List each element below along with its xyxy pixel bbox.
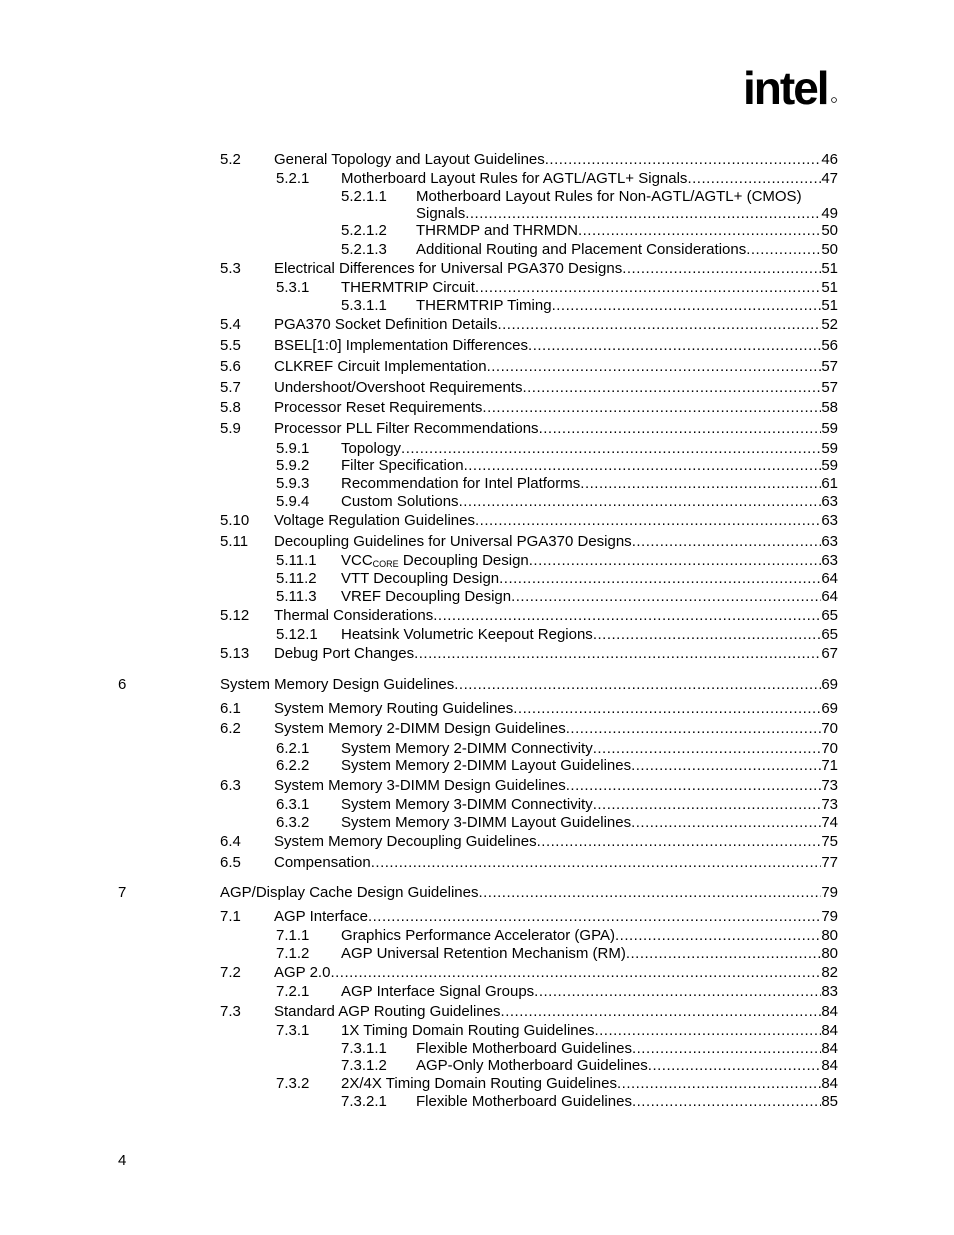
toc-entry-number: 7.3.2.1 [341,1093,387,1110]
toc-entry-title: BSEL[1:0] Implementation Differences [274,337,529,354]
toc-leader-dots [566,720,822,738]
toc-entry-page: 63 [821,493,838,510]
toc-entry-number: 5.9.1 [276,440,310,457]
toc-entry-title: Recommendation for Intel Platforms [341,475,581,492]
toc-entry-page: 47 [821,170,838,187]
toc-leader-dots [401,440,821,458]
toc-leader-dots [529,552,822,570]
toc-entry-page: 49 [821,205,838,222]
toc-entry-title: AGP-Only Motherboard Guidelines [416,1057,648,1074]
toc-leader-dots [414,645,821,663]
toc-entry-number: 5.9.4 [276,493,310,510]
toc-entry-page: 85 [821,1093,838,1110]
toc-entry-page: 61 [821,475,838,492]
toc-entry-page: 69 [821,700,838,717]
toc-entry-page: 77 [821,854,838,871]
toc-entry-title: Electrical Differences for Universal PGA370 Designs [274,260,623,277]
toc-leader-dots [482,399,821,417]
toc-entry[interactable] [0,607,954,625]
toc-entry-title: CLKREF Circuit Implementation [274,358,487,375]
toc-leader-dots [594,1022,821,1040]
toc-leader-dots [552,297,822,315]
toc-entry-page: 51 [821,279,838,296]
toc-entry[interactable] [0,222,954,240]
toc-leader-dots [465,205,821,223]
toc-entry-number: 5.2.1 [276,170,310,187]
toc-entry-title: Processor Reset Requirements [274,399,483,416]
toc-entry-page: 84 [821,1022,838,1039]
intel-logo [742,60,842,116]
toc-entry-number: 6.3 [220,777,241,794]
toc-entry-title: System Memory 3-DIMM Connectivity [341,796,593,813]
toc-entry[interactable] [0,420,954,438]
toc-entry-title: Decoupling Guidelines for Universal PGA370 Designs [274,533,632,550]
toc-entry-page: 64 [821,588,838,605]
toc-leader-dots [534,983,821,1001]
toc-entry-title: System Memory 2-DIMM Layout Guidelines [341,757,632,774]
toc-entry-number: 6.5 [220,854,241,871]
toc-entry[interactable] [0,700,954,718]
toc-leader-dots [593,796,822,814]
toc-leader-dots [478,884,821,902]
toc-entry-title: System Memory Decoupling Guidelines [274,833,537,850]
toc-entry-title: Flexible Motherboard Guidelines [416,1093,632,1110]
toc-entry-number: 7.3.1.2 [341,1057,387,1074]
toc-entry[interactable] [0,570,954,588]
toc-entry[interactable] [0,1075,954,1093]
toc-entry-number: 7.1.2 [276,945,310,962]
toc-leader-dots [433,607,821,625]
toc-entry[interactable] [0,241,954,259]
toc-entry[interactable] [0,512,954,530]
toc-entry-number: 5.12 [220,607,250,624]
toc-leader-dots [501,1003,822,1021]
toc-entry-page: 84 [821,1040,838,1057]
toc-entry-page: 59 [821,457,838,474]
toc-leader-dots [545,151,822,169]
toc-entry-title: AGP Universal Retention Mechanism (RM) [341,945,626,962]
toc-leader-dots [632,1093,821,1111]
toc-entry-number: 5.11 [220,533,249,550]
toc-entry-page: 57 [821,379,838,396]
toc-leader-dots [368,908,821,926]
toc-entry[interactable] [0,588,954,606]
toc-entry-page: 83 [821,983,838,1000]
toc-entry[interactable] [0,626,954,644]
toc-leader-dots [617,1075,821,1093]
toc-entry-title: VTT Decoupling Design [341,570,500,587]
toc-entry-number: 7.2 [220,964,241,981]
toc-entry-title: AGP/Display Cache Design Guidelines [220,884,479,901]
toc-entry-title: System Memory Routing Guidelines [274,700,514,717]
toc-entry[interactable] [0,777,954,795]
toc-entry[interactable] [0,279,954,297]
toc-leader-dots [522,379,821,397]
toc-entry-number: 7 [118,884,127,901]
toc-entry[interactable] [0,188,954,222]
toc-entry[interactable] [0,316,954,334]
toc-leader-dots [371,854,822,872]
toc-entry-title: Custom Solutions [341,493,459,510]
toc-entry-title: Compensation [274,854,371,871]
toc-entry-number: 5.12.1 [276,626,318,643]
toc-entry-number: 5.9 [220,420,241,437]
toc-entry-number: 6.2 [220,720,241,737]
toc-entry[interactable] [0,379,954,397]
toc-entry[interactable] [0,945,954,963]
toc-entry-title: System Memory 3-DIMM Design Guidelines [274,777,566,794]
toc-entry-number: 7.1.1 [276,927,310,944]
toc-entry-number: 5.13 [220,645,250,662]
toc-entry-number: 6.2.2 [276,757,310,774]
toc-entry[interactable] [0,358,954,376]
toc-entry[interactable] [0,676,954,694]
toc-entry-page: 80 [821,927,838,944]
toc-leader-dots [513,700,821,718]
toc-entry[interactable] [0,796,954,814]
toc-entry[interactable] [0,1057,954,1075]
toc-entry-title: Graphics Performance Accelerator (GPA) [341,927,615,944]
toc-entry-page: 65 [821,626,838,643]
toc-leader-dots [511,588,821,606]
toc-entry-page: 74 [821,814,838,831]
toc-entry-page: 52 [821,316,838,333]
toc-entry-number: 7.3.2 [276,1075,310,1092]
toc-entry-title: THERMTRIP Timing [416,297,552,314]
toc-entry[interactable] [0,440,954,458]
toc-entry-number: 5.2 [220,151,241,168]
toc-leader-dots [499,570,821,588]
toc-entry-page: 67 [821,645,838,662]
toc-entry-number: 5.5 [220,337,241,354]
intel-logo-text: intel [743,62,828,114]
toc-entry-title-part: Decoupling Design [398,552,529,569]
toc-leader-dots [454,676,821,694]
toc-entry-number: 5.11.3 [276,588,317,605]
toc-entry[interactable] [0,1022,954,1040]
toc-leader-dots [539,420,822,438]
toc-entry-title: Undershoot/Overshoot Requirements [274,379,523,396]
toc-entry-page: 65 [821,607,838,624]
toc-leader-dots [580,475,821,493]
toc-entry[interactable] [0,475,954,493]
toc-entry[interactable] [0,1040,954,1058]
toc-entry-number: 5.3.1.1 [341,297,387,314]
toc-leader-dots [566,777,822,795]
toc-entry-number: 7.3.1.1 [341,1040,387,1057]
toc-entry-page: 59 [821,420,838,437]
toc-entry-title: Processor PLL Filter Recommendations [274,420,539,437]
toc-leader-dots [459,493,822,511]
toc-entry-page: 46 [821,151,838,168]
toc-leader-dots [537,833,822,851]
toc-entry-title: 1X Timing Domain Routing Guidelines [341,1022,595,1039]
toc-entry-title-subscript: CORE [372,559,399,569]
toc-leader-dots [626,945,821,963]
toc-entry-title: PGA370 Socket Definition Details [274,316,498,333]
toc-entry[interactable] [0,884,954,902]
toc-entry-page: 84 [821,1075,838,1092]
toc-entry-number: 7.1 [220,908,241,925]
toc-entry-number: 6.2.1 [276,740,310,757]
toc-entry[interactable] [0,964,954,982]
toc-leader-dots [497,316,821,334]
toc-entry-page: 63 [821,512,838,529]
toc-entry-page: 59 [821,440,838,457]
toc-entry-title: Debug Port Changes [274,645,415,662]
toc-entry-page: 69 [821,676,838,693]
toc-entry[interactable] [0,1003,954,1021]
toc-entry-number: 5.11.2 [276,570,317,587]
toc-entry-title: 2X/4X Timing Domain Routing Guidelines [341,1075,617,1092]
toc-leader-dots [631,814,821,832]
toc-entry-page: 70 [821,720,838,737]
toc-entry-page: 63 [821,552,838,569]
toc-entry-page: 50 [821,222,838,239]
toc-entry-title: General Topology and Layout Guidelines [274,151,545,168]
toc-entry[interactable] [0,552,954,570]
toc-entry-number: 5.8 [220,399,241,416]
toc-entry[interactable] [0,151,954,169]
toc-entry-number: 7.3 [220,1003,241,1020]
toc-entry-title: System Memory 2-DIMM Design Guidelines [274,720,566,737]
toc-entry[interactable] [0,260,954,278]
toc-entry-number: 5.2.1.1 [341,188,387,205]
toc-entry[interactable] [0,983,954,1001]
toc-entry-number: 6.4 [220,833,241,850]
toc-entry-number: 5.9.2 [276,457,310,474]
toc-leader-dots [593,626,822,644]
toc-entry-title: THERMTRIP Circuit [341,279,475,296]
toc-entry-number: 5.2.1.2 [341,222,387,239]
toc-entry-number: 5.2.1.3 [341,241,387,258]
toc-entry-number: 5.7 [220,379,241,396]
toc-leader-dots [632,1040,821,1058]
toc-leader-dots [622,260,821,278]
toc-entry-page: 64 [821,570,838,587]
toc-leader-dots [687,170,821,188]
toc-entry-number: 5.3.1 [276,279,310,296]
toc-leader-dots [648,1057,822,1075]
toc-entry[interactable] [0,740,954,758]
toc-entry[interactable] [0,170,954,188]
page-number: 4 [118,1152,127,1169]
toc-leader-dots [475,512,821,530]
toc-entry[interactable] [0,720,954,738]
toc-entry-number: 6 [118,676,127,693]
toc-leader-dots [746,241,821,259]
toc-leader-dots [475,279,821,297]
toc-entry-page: 56 [821,337,838,354]
toc-entry-page: 84 [821,1057,838,1074]
toc-entry-title: Voltage Regulation Guidelines [274,512,475,529]
toc-entry-page: 80 [821,945,838,962]
toc-entry-page: 51 [821,260,838,277]
toc-entry-number: 5.11.1 [276,552,317,569]
toc-entry-title: Topology [341,440,402,457]
toc-entry-title: Additional Routing and Placement Considerations [416,241,747,258]
toc-entry-title: Thermal Considerations [274,607,434,624]
toc-entry-number: 7.2.1 [276,983,310,1000]
toc-entry[interactable] [0,833,954,851]
toc-entry-number: 6.3.2 [276,814,310,831]
toc-entry-title: AGP Interface [274,908,368,925]
toc-entry-page: 82 [821,964,838,981]
toc-entry-number: 5.6 [220,358,241,375]
toc-entry-title: Filter Specification [341,457,464,474]
toc-entry[interactable] [0,457,954,475]
toc-entry-number: 7.3.1 [276,1022,310,1039]
toc-leader-dots [615,927,821,945]
toc-entry[interactable] [0,645,954,663]
toc-entry[interactable] [0,757,954,775]
toc-entry-page: 57 [821,358,838,375]
toc-leader-dots [528,337,821,355]
toc-entry-page: 71 [821,757,838,774]
toc-entry[interactable] [0,399,954,417]
toc-entry-title: System Memory 2-DIMM Connectivity [341,740,593,757]
toc-entry[interactable] [0,927,954,945]
toc-entry-page: 50 [821,241,838,258]
toc-entry[interactable] [0,908,954,926]
toc-leader-dots [632,533,822,551]
toc-entry-page: 79 [821,908,838,925]
toc-entry-title: AGP 2.0 [274,964,331,981]
toc-leader-dots [464,457,822,475]
toc-entry-page: 75 [821,833,838,850]
toc-leader-dots [330,964,821,982]
toc-entry[interactable] [0,854,954,872]
toc-entry-title: Motherboard Layout Rules for AGTL/AGTL+ Signals [341,170,688,187]
toc-entry-title: Heatsink Volumetric Keepout Regions [341,626,593,643]
toc-entry-title: System Memory Design Guidelines [220,676,455,693]
toc-entry-title-continued: Signals [416,205,466,222]
toc-entry-number: 6.3.1 [276,796,310,813]
toc-entry[interactable] [0,533,954,551]
toc-entry-title: System Memory 3-DIMM Layout Guidelines [341,814,632,831]
toc-entry-page: 84 [821,1003,838,1020]
toc-entry-title: THRMDP and THRMDN [416,222,578,239]
toc-leader-dots [631,757,821,775]
toc-entry-title: Standard AGP Routing Guidelines [274,1003,501,1020]
toc-entry-page: 73 [821,796,838,813]
toc-leader-dots [593,740,822,758]
toc-entry-title: Flexible Motherboard Guidelines [416,1040,632,1057]
registered-mark-icon [832,98,837,103]
toc-entry[interactable] [0,493,954,511]
toc-entry[interactable] [0,337,954,355]
toc-entry-page: 63 [821,533,838,550]
toc-entry-page: 51 [821,297,838,314]
toc-entry-page: 70 [821,740,838,757]
toc-entry-number: 5.10 [220,512,250,529]
toc-leader-dots [487,358,822,376]
toc-entry[interactable] [0,814,954,832]
toc-entry-number: 5.9.3 [276,475,310,492]
toc-entry-page: 79 [821,884,838,901]
toc-entry-number: 5.4 [220,316,241,333]
toc-entry-title: VREF Decoupling Design [341,588,512,605]
toc-entry[interactable] [0,297,954,315]
toc-leader-dots [578,222,821,240]
toc-entry[interactable] [0,1093,954,1111]
toc-entry-title-part: VCC [341,552,373,569]
toc-entry-page: 73 [821,777,838,794]
toc-entry-title: Motherboard Layout Rules for Non-AGTL/AGTL+ (CMOS) [416,188,802,205]
toc-entry-title: AGP Interface Signal Groups [341,983,535,1000]
toc-entry-title [341,552,529,570]
toc-entry-page: 58 [821,399,838,416]
toc-entry-number: 6.1 [220,700,241,717]
toc-entry-number: 5.3 [220,260,241,277]
